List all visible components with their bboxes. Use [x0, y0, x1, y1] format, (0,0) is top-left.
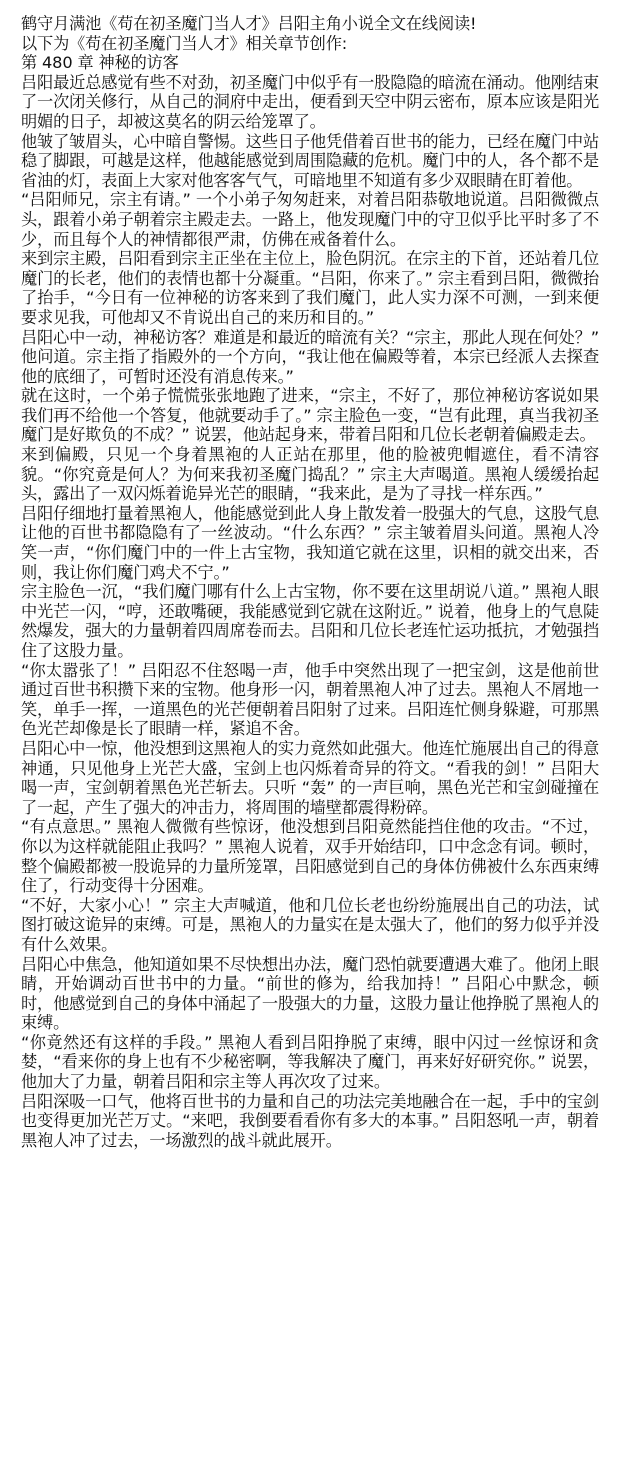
article — [21, 14, 599, 1150]
paragraph: 来到宗主殿，吕阳看到宗主正坐在主位上，脸色阴沉。在宗主的下首，还站着几位魔门的长老，他们的表情也都十分凝重。“吕阳，你来了。” 宗主看到吕阳，微微抬了抬手，“今日有一位神秘的访客来到了我们魔门，此人实力深不可测，一到来便要求见我，可他却又不肯说出自己的来历和目的。” — [21, 249, 599, 327]
paragraph: 来到偏殿，只见一个身着黑袍的人正站在那里，他的脸被兜帽遮住，看不清容貌。“你究竟是何人？为何来我初圣魔门捣乱？” 宗主大声喝道。黑袍人缓缓抬起头，露出了一双闪烁着诡异光芒的眼睛，“我来此，是为了寻找一样东西。” — [21, 445, 599, 504]
paragraph: 他皱了皱眉头，心中暗自警惕。这些日子他凭借着百世书的能力，已经在魔门中站稳了脚跟，可越是这样，他越能感觉到周围隐藏的危机。魔门中的人，各个都不是省油的灯，表面上大家对他客客气气，可暗地里不知道有多少双眼睛在盯着他。 — [21, 131, 599, 190]
paragraph: 吕阳深吸一口气，他将百世书的力量和自己的功法完美地融合在一起，手中的宝剑也变得更加光芒万丈。“来吧，我倒要看看你有多大的本事。” 吕阳怒吼一声，朝着黑袍人冲了过去，一场激烈的战斗就此展开。 — [21, 1091, 599, 1150]
paragraph: 就在这时，一个弟子慌慌张张地跑了进来，“宗主，不好了，那位神秘访客说如果我们再不给他一个答复，他就要动手了。” 宗主脸色一变，“岂有此理，真当我初圣魔门是好欺负的不成？” 说罢，他站起身来，带着吕阳和几位长老朝着偏殿走去。 — [21, 386, 599, 445]
paragraph: “吕阳师兄，宗主有请。” 一个小弟子匆匆赶来，对着吕阳恭敬地说道。吕阳微微点头，跟着小弟子朝着宗主殿走去。一路上，他发现魔门中的守卫似乎比平时多了不少，而且每个人的神情都很严肃，仿佛在戒备着什么。 — [21, 190, 599, 249]
chapter-title: 第 480 章 神秘的访客 — [21, 53, 179, 73]
paragraph: “有点意思。” 黑袍人微微有些惊讶，他没想到吕阳竟然能挡住他的攻击。“不过，你以为这样就能阻止我吗？” 黑袍人说着，双手开始结印，口中念念有词。顿时，整个偏殿都被一股诡异的力量所笼罩，吕阳感觉到自己的身体仿佛被什么东西束缚住了，行动变得十分困难。 — [21, 817, 599, 896]
paragraph: 吕阳心中一动，神秘访客？难道是和最近的暗流有关？“宗主，那此人现在何处？” 他问道。宗主指了指殿外的一个方向，“我让他在偏殿等着，本宗已经派人去探查他的底细了，可暂时还没有消息传来。” — [21, 327, 599, 386]
paragraph: 吕阳心中一惊，他没想到这黑袍人的实力竟然如此强大。他连忙施展出自己的得意神通，只见他身上光芒大盛，宝剑上也闪烁着奇异的符文。“看我的剑！” 吕阳大喝一声，宝剑朝着黑色光芒斩去。只听 “轰” 的一声巨响，黑色光芒和宝剑碰撞在了一起，产生了强大的冲击力，将周围的墙壁都震得粉碎。 — [21, 738, 599, 817]
paragraph: “你竟然还有这样的手段。” 黑袍人看到吕阳挣脱了束缚，眼中闪过一丝惊讶和贪婪，“看来你的身上也有不少秘密啊，等我解决了魔门，再来好好研究你。” 说罢，他加大了力量，朝着吕阳和宗主等人再次攻了过来。 — [21, 1032, 599, 1092]
paragraph: “你太嚣张了！” 吕阳忍不住怒喝一声，他手中突然出现了一把宝剑，这是他前世通过百世书积攒下来的宝物。他身形一闪，朝着黑袍人冲了过去。黑袍人不屑地一笑，单手一挥，一道黑色的光芒便朝着吕阳射了过来。吕阳连忙侧身躲避，可那黑色光芒却像是长了眼睛一样，紧追不舍。 — [21, 660, 599, 739]
paragraph: 吕阳仔细地打量着黑袍人，他能感觉到此人身上散发着一股强大的气息，这股气息让他的百世书都隐隐有了一丝波动。“什么东西？” 宗主皱着眉头问道。黑袍人冷笑一声，“你们魔门中的一件上古宝物，我知道它就在这里，识相的就交出来，否则，我让你们魔门鸡犬不宁。” — [21, 503, 599, 582]
paragraph: 吕阳心中焦急，他知道如果不尽快想出办法，魔门恐怕就要遭遇大难了。他闭上眼睛，开始调动百世书中的力量。“前世的修为，给我加持！” 吕阳心中默念，顿时，他感觉到自己的身体中涌起了一股强大的力量，这股力量让他挣脱了黑袍人的束缚。 — [21, 954, 600, 1033]
paragraph: 宗主脸色一沉，“我们魔门哪有什么上古宝物，你不要在这里胡说八道。” 黑袍人眼中光芒一闪，“哼，还敢嘴硬，我能感觉到它就在这附近。” 说着，他身上的气息陡然爆发，强大的力量朝着四周席卷而去。吕阳和几位长老连忙运功抵抗，才勉强挡住了这股力量。 — [21, 582, 599, 660]
intro-line: 以下为《苟在初圣魔门当人才》相关章节创作: — [21, 33, 348, 53]
site-title: 鹤守月满池《苟在初圣魔门当人才》吕阳主角小说全文在线阅读! — [21, 14, 477, 33]
paragraph: 吕阳最近总感觉有些不对劲，初圣魔门中似乎有一股隐隐的暗流在涌动。他刚结束了一次闭关修行，从自己的洞府中走出，便看到天空中阴云密布，原本应该是阳光明媚的日子，却被这莫名的阴云给笼罩了。 — [21, 72, 599, 131]
paragraph: “不好，大家小心！” 宗主大声喊道，他和几位长老也纷纷施展出自己的功法，试图打破这诡异的束缚。可是，黑袍人的力量实在是太强大了，他们的努力似乎并没有什么效果。 — [21, 895, 599, 954]
